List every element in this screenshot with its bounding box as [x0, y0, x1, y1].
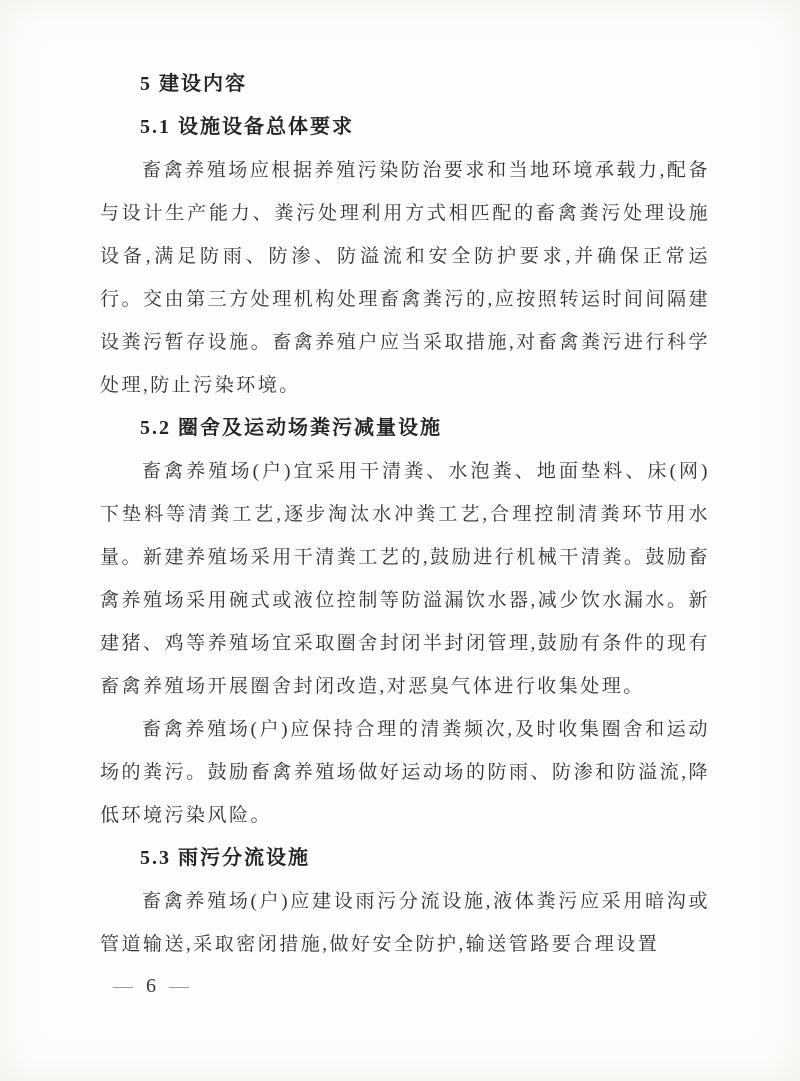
section-5-2: [100, 407, 710, 837]
footer-left-dash: —: [113, 975, 133, 997]
page-content: [100, 63, 710, 966]
section-5-2-paragraph-2: 畜禽养殖场(户)应保持合理的清粪频次,及时收集圈舍和运动场的粪污。鼓励畜禽养殖场做好运动场的防雨、防渗和防溢流,降低环境污染风险。: [100, 719, 710, 826]
chapter-heading: 5 建设内容: [140, 73, 247, 95]
section-5-3-heading: 5.3 雨污分流设施: [140, 847, 310, 869]
footer-right-dash: —: [169, 975, 189, 997]
section-5-2-paragraph-1: 畜禽养殖场(户)宜采用干清粪、水泡粪、地面垫料、床(网)下垫料等清粪工艺,逐步淘汰水冲粪工艺,合理控制清粪环节用水量。新建养殖场采用干清粪工艺的,鼓励进行机械干清粪。鼓励畜禽养殖场采用碗式或液位控制等防溢漏饮水器,减少饮水漏水。新建猪、鸡等养殖场宜采取圈舍封闭半封闭管理,鼓励有条件的现有畜禽养殖场开展圈舍封闭改造,对恶臭气体进行收集处理。: [100, 461, 710, 697]
section-5-3-paragraph: 畜禽养殖场(户)应建设雨污分流设施,液体粪污应采用暗沟或管道输送,采取密闭措施,做好安全防护,输送管路要合理设置: [100, 891, 710, 955]
section-5-1-paragraph: 畜禽养殖场应根据养殖污染防治要求和当地环境承载力,配备与设计生产能力、粪污处理利用方式相匹配的畜禽粪污处理设施设备,满足防雨、防渗、防溢流和安全防护要求,并确保正常运行。交由第三方处理机构处理畜禽粪污的,应按照转运时间间隔建设粪污暂存设施。畜禽养殖户应当采取措施,对畜禽粪污进行科学处理,防止污染环境。: [100, 160, 710, 396]
section-5-1: [100, 106, 710, 407]
section-5-3: [100, 837, 710, 966]
page-number: 6: [146, 975, 156, 997]
section-5-1-heading: 5.1 设施设备总体要求: [140, 116, 354, 138]
section-5-2-heading: 5.2 圈舍及运动场粪污减量设施: [140, 417, 442, 439]
page-footer: [106, 972, 196, 1000]
